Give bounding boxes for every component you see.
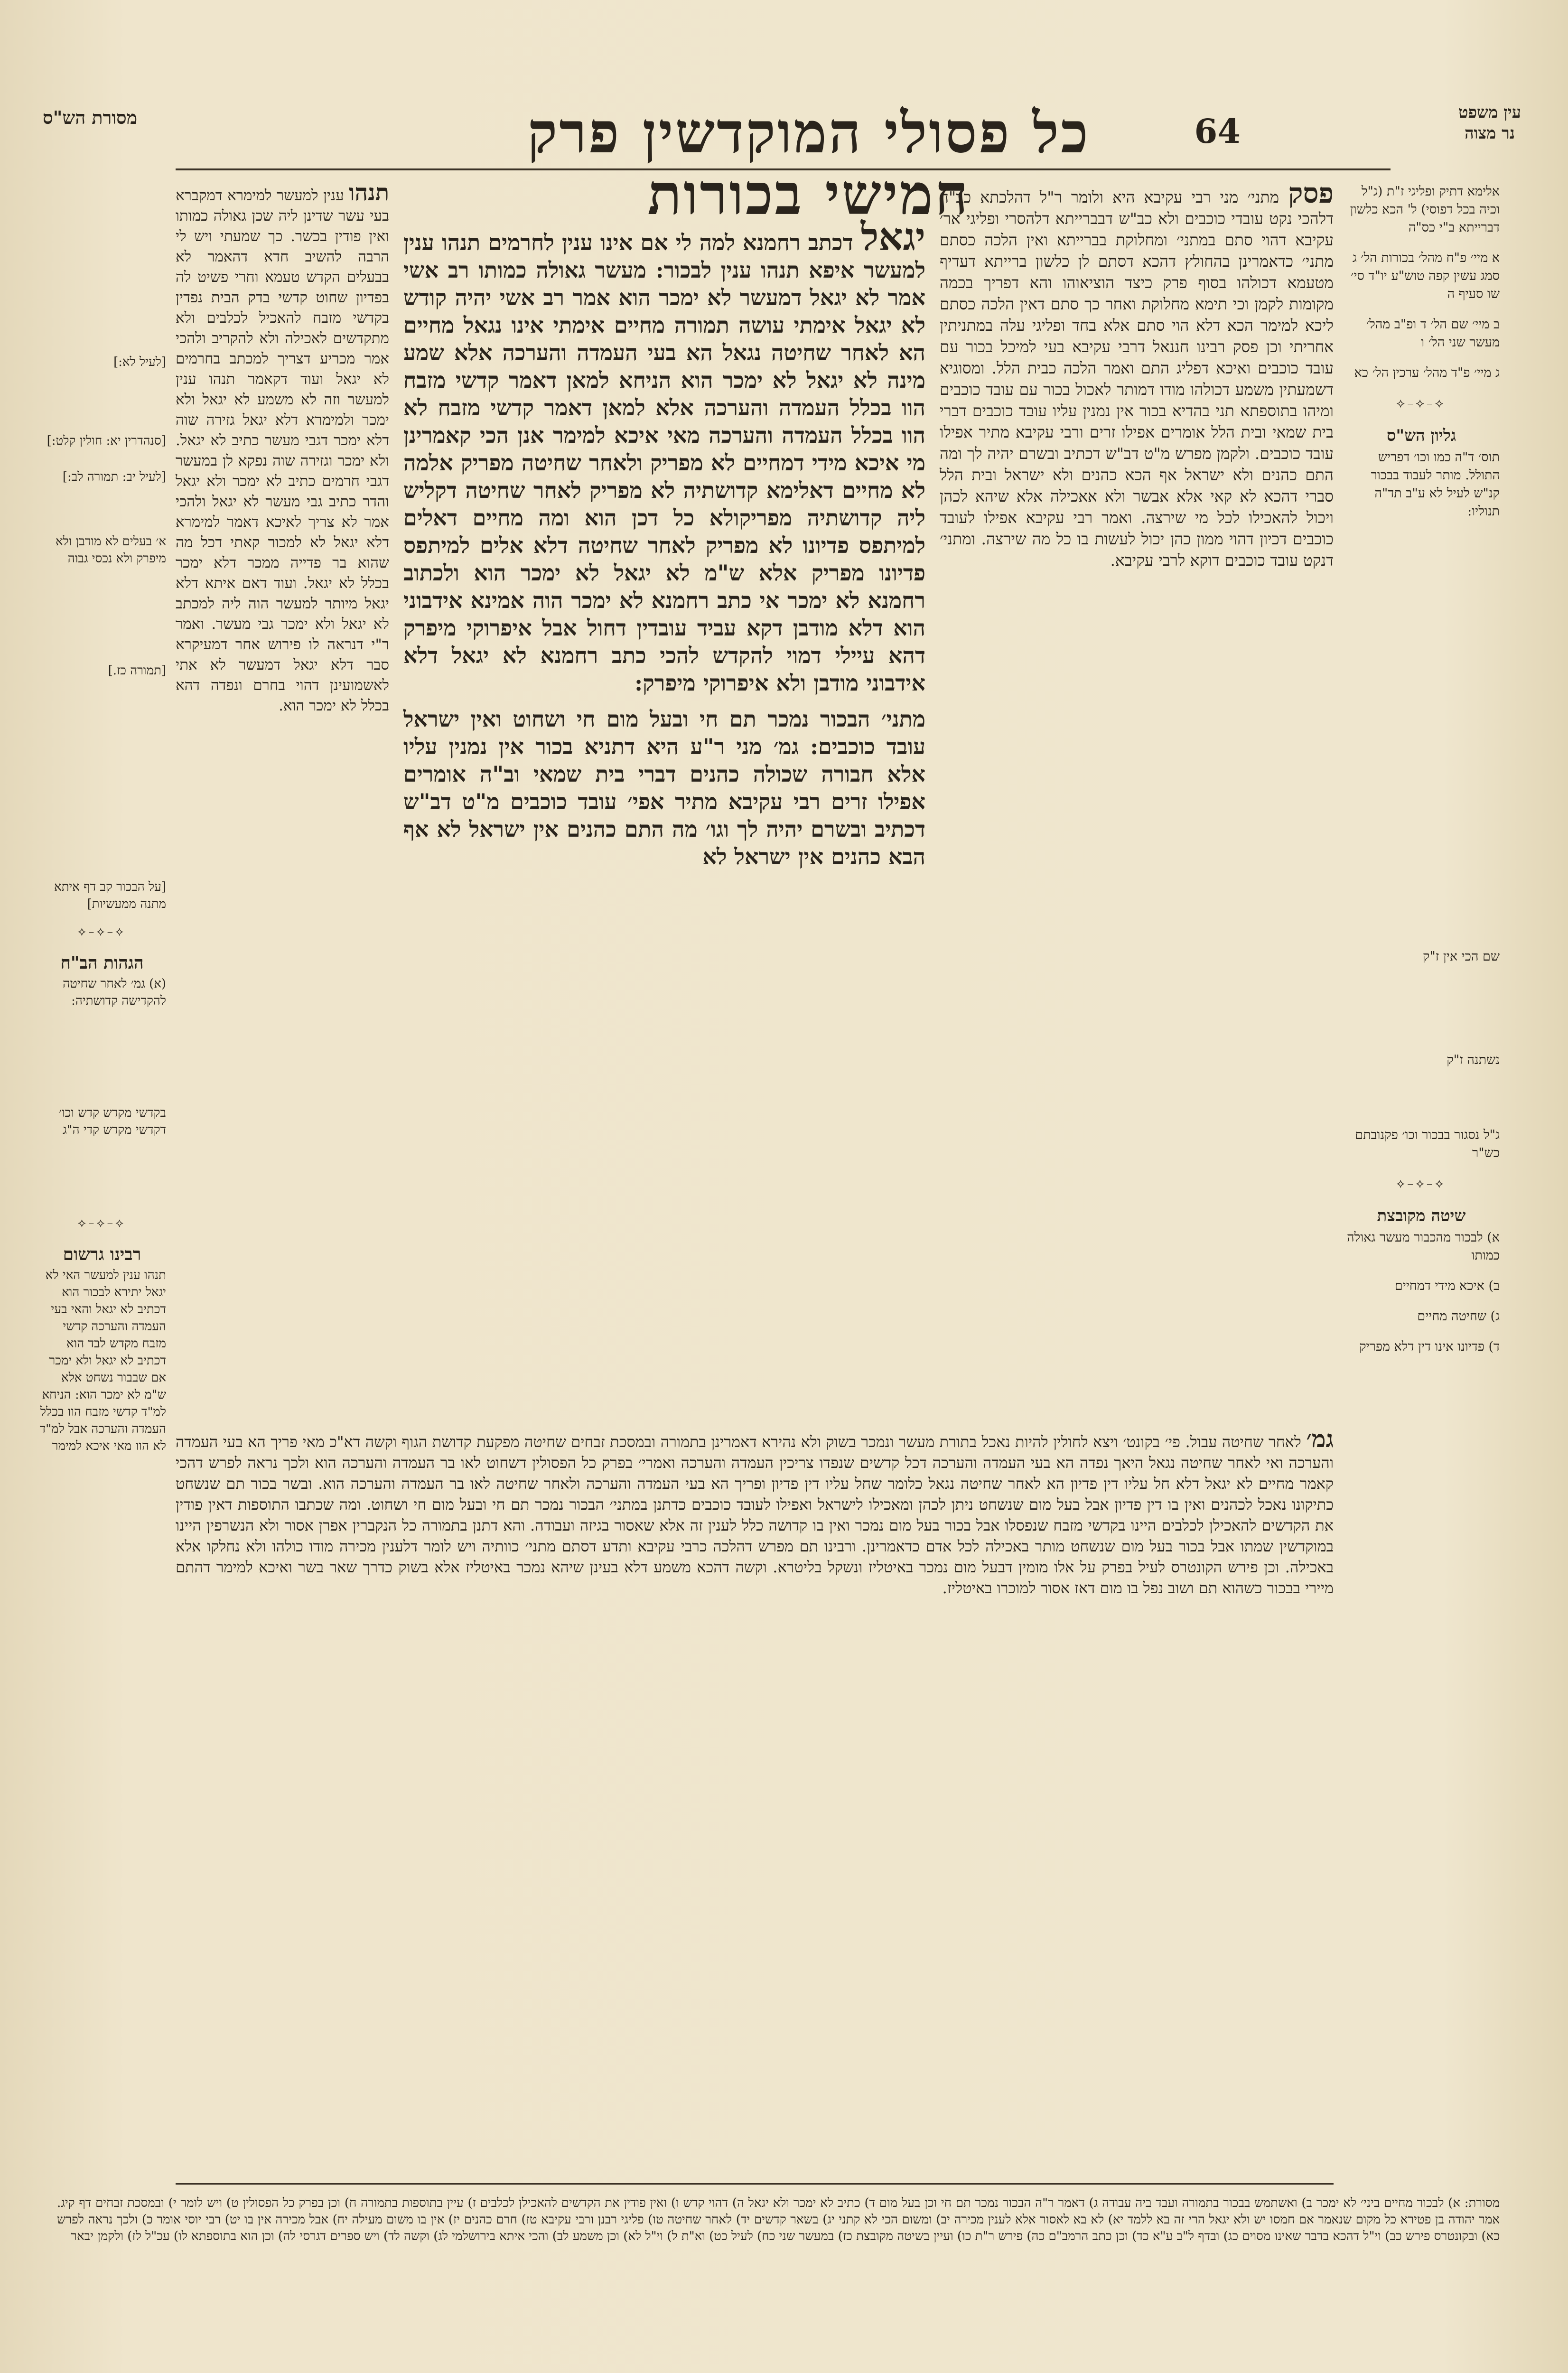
bottom-notes-text: מסורת: א) לבכור מחיים ביני׳ לא ימכר ב) ואשתמש בבכור בתמורה ועבד ביה עבודה ג) דאמר ר"ה הבכור נמכר תם חי וכן בעל מום ד) כתיב לא ימכר ולא יגאל ה) דהוי קדש ו) ואין פודין את הקדשים להאכילן לכלבים ז) עיין בתוספות בתמורה ח) וכן בפרק כל הפסולין ט) ויש לומר י) ובמסכת זבחים דף קיג. אמר יהודה בן פטירא כל מקום שנאמר אם חמסו יש ולא יגאל הרי זה בא ללמד יא) לא בא לאסור אלא לענין מכירה יב) ומשום הכי לא קתני יג) בשאר קדשים יד) לאחר שחיטה טו) פליגי רבנן ורבי עקיבא טז) חרם כהנים יז) אין בו משום מעילה יח) אבל מכירה אין בו יט) רבי יוסי אומר כ) ולכך נראה לפרש כא) ובקונטרס פירש כב) וי"ל דהכא בדבר שאינו מסוים כג) ובדף ל"ב ע"א כד) וכן כתב הרמב"ם כה) פירש ר"ת כו) ועיין בשיטה מקובצת כז) במעשר שני כח) לעיל כט) וא"ת ל) וי"ל לא) וכן משמע לב) והכי איתא בירושלמי לג) וקשה לד) ויש ספרים דגרסי לה) וכן הוא בתוספתא לו) עכ"ל לז) ולקמן יבאר — [57, 2196, 1500, 2243]
hagahot-entry: (א) גמ׳ לאחר שחיטה להקדישה קדושתיה: — [63, 977, 166, 1008]
gilyon-entry: נשתנה ז"ק — [1447, 1053, 1500, 1067]
page-title: כל פסולי המוקדשין פרק חמישי בכורות — [527, 100, 1090, 227]
lower-commentary — [176, 1425, 1334, 1607]
masoret-margin — [38, 183, 166, 1465]
rabbeinu-gershom-heading: רבינו גרשום — [63, 1244, 141, 1264]
hagahot-entry: בקדשי מקדש קדש וכו׳ דקדשי מקדש קדי ה"ג — [58, 1106, 166, 1137]
masoret-entry: [לעיל לא:] — [113, 355, 166, 369]
ornament-divider: ⟡⎯⟡⎯⟡ — [77, 925, 127, 939]
gilyon-heading: גליון הש"ס — [1387, 426, 1456, 445]
lower-first-word: גמ׳ — [1306, 1425, 1334, 1453]
ein-mishpat-label: עין משפט נר מצוה — [1458, 103, 1521, 143]
bottom-rule — [176, 2183, 1334, 2185]
gemara-paragraph: מתני׳ הבכור נמכר תם חי ובעל מום חי ושחוט ואין ישראל עובד כוכבים: גמ׳ מני ר"ע היא דתניא בכור אין נמנין עליו אלא חבורה שכולה כהנים דברי בית שמאי וב"ה אומרים אפילו זרים רבי עקיבא מתיר אפי׳ עובד כוכבים מ"ט דב"ש דכתיב ובשרם יהיה לך וגו׳ מה התם כהנים אין ישראל לא אף הבא כהנים אין ישראל לא — [403, 706, 925, 869]
masoret-entry: [לעיל יב: תמורה לב:] — [62, 470, 166, 484]
gilyon-entry: תוס׳ ד"ה כמו וכו׳ דפריש התולל. מותר לעבוד בבכור קנ"ש לעיל לא ע"ב תד"ה תנוליו: — [1371, 450, 1500, 519]
gilyon-entry: ג"ל נסגור בבכור וכו׳ פקנובתם כש"ר — [1355, 1128, 1500, 1160]
hagahot-heading: הגהות הב"ח — [60, 953, 144, 973]
page-number: 64 — [1194, 112, 1241, 151]
gemara-paragraph: דכתב רחמנא למה לי אם אינו ענין לחרמים תנהו ענין למעשר איפא תנהו ענין לבכור: מעשר גאולה כמותו רב אשי אמר לא יגאל דמעשר לא ימכר הוא אמר רב אשי יהיה קודש לא יגאל אימתי עושה תמורה מחיים אימתי אינו נגאל מחיים הא לאחר שחיטה נגאל הא בעי העמדה והערכה אלא שמע מינה לא יגאל לא ימכר הוא הניחא למאן דאמר קדשי מזבח הוו בכלל העמדה והערכה אלא למאן דאמר קדשי מזבח לא הוו בכלל העמדה והערכה מאי איכא למימר אנן הכי קאמרינן מי איכא מידי דמחיים לא מפריק ולאחר שחיטה מפריק אלמה לא מחיים דאלימא קדושתיה לא מפריק לאחר שחיטה דקליש ליה קדושתיה מפריקולא כל דכן הוא ומה מחיים דאלים למיתפס פדיונו לא מפריק לאחר שחיטה דלא אלים למיתפס פדיונו מפריק אלא ש"מ לא יגאל לא ימכר הוא ולכתוב רחמנא לא ימכר אי כתב רחמנא לא ימכר הוה אמינא אידבוני הוא דלא מודבן דקא עביד עובדין דחול אבל איפרוקי מיפרק דהא עיילי דמוי להקדש להכי כתב רחמנא לא יגאל דלא אידבוני מודבן ולא איפרוקי מיפרק: — [403, 230, 925, 696]
bottom-notes — [57, 2195, 1500, 2245]
ornament-divider: ⟡⎯⟡⎯⟡ — [1396, 1176, 1447, 1191]
masoret-entry: א׳ בעלים לא מודבן ולא מיפרק ולא נכסי גבוה — [55, 534, 166, 566]
gemara-text — [403, 215, 925, 879]
masoret-entry: [תמורה כז.] — [108, 663, 166, 678]
ornament-divider: ⟡⎯⟡⎯⟡ — [1396, 396, 1447, 411]
ornament-divider: ⟡⎯⟡⎯⟡ — [77, 1216, 127, 1230]
gilyon-entry: שם הכי אין ז"ק — [1422, 949, 1500, 964]
ein-mishpat-entry: ב מיי׳ שם הל׳ ד ופ"ב מהל׳ מעשר שני הל׳ ו — [1366, 317, 1500, 350]
shita-entry: ד) פדיונו אינו דין דלא מפריק — [1359, 1339, 1500, 1354]
rashi-commentary — [940, 177, 1334, 579]
rashi-first-word: פסק — [1288, 177, 1334, 209]
gemara-first-word: יגאל — [860, 215, 925, 259]
ein-mishpat-entry: אלימא דתיק ופליגי ז"ת (ג"ל וכיה בכל דפוסי) ל' הכא כלשון דברייתא ב"י כס"ה — [1350, 184, 1500, 235]
shita-entry: ג) שחיטה מחיים — [1417, 1309, 1500, 1324]
tosafot-commentary — [176, 179, 389, 725]
tosafot-first-word: תנהו — [349, 179, 389, 206]
rashi-text: מתני׳ מני רבי עקיבא היא ולומר ר"ל דהלכתא כב"ה דלהכי נקט עובדי כוכבים ולא כב"ש דבברייתא דלהסרי ופליגי אר׳ עקיבא דהוי סתם במתני׳ ומחלוקת בברייתא ואין הלכה כסתם מתני׳ כדאמרינן בהחולץ דהכא דסתם לן כלשון ברייתא דעדיף מטעמא דכולהו בסוף פרק כיצד הוציאוהו והא דפריך בכמה מקומות לקמן וכי תימא מחלוקת ואחר כך סתם דאין הלכה כסתם ליכא למימר הכא דלא הוי סתם אלא בחד ופליגי עלה במתניתין אחריתי וכן פסק רבינו חננאל דרבי עקיבא בעי למיכל בכור עם עובד כוכבים ואיכא דפליג התם ואמר הלכה כבית הלל. ומסוגיא דשמעתין משמע דכולהו מודו דמותר לאכול בכור עם עובד כוכבים ומיהו בתוספתא תני בהדיא בכור אין נמנין עליו עובד כוכבים דברי בית שמאי ובית הלל אומרים אפילו זרים ורבי עקיבא מתיר אפילו עובד כוכבים. ולקמן מפרש מ"ט דב"ש דכתיב ובשרם יהיה לך ומה התם כהנים ולא ישראל אף הכא כהנים ולא ישראל ובית הלל סברי דהכא לא קאי אלא אבשר ולא אאכילה אלא שיהא לכהן ויכול להאכילו לכל מי שירצה. ואמר רבי עקיבא אפילו לעובד כוכבים דכיון דהוי ממון כהן יכול לעשות בו כל מה שירצה. ומתני׳ דנקט עובד כוכבים דוקא לרבי עקיבא. — [940, 188, 1334, 570]
masoret-label: מסורת הש"ס — [43, 107, 138, 128]
shita-entry: ב) איכא מידי דמחיים — [1394, 1279, 1500, 1293]
shita-entry: א) לבכור מהכבור מעשר גאולה כמותו — [1347, 1230, 1500, 1263]
header-rule — [176, 168, 1391, 170]
ein-mishpat-entry: א מיי׳ פ"ח מהל׳ בכורות הל׳ ג סמג עשין קפה טוש"ע יו"ד סי׳ שו סעיף ה — [1351, 251, 1500, 301]
masoret-entry: [על הבכור קב דף איתא מתנה ממעשיות] — [54, 880, 166, 911]
ein-mishpat-margin — [1343, 183, 1500, 1368]
tosafot-text: ענין למעשר למימרא דמקברא בעי עשר שדינן ליה שכן גאולה כמותו ואין פודין בכשר. כך שמעתי ויש לי הרבה להשיב חדא דהאמר לא בבעלים הקדש טעמא וחרי פשיט לה בפדיון שחוט קדשי בדק הבית נפדין בקדשי מזבח להאכיל לכלבים ולא מתקדשים לאכילה ולא להקריב ולהכי אמר מכריע דצריך למכתב בחרמים לא יגאל ועוד דקאמר תנהו ענין למעשר וזה לא משמע לא יגאל ולא ימכר ולמימרא דלא יגאל גזירה שוה דלא ימכר דגבי מעשר כתיב לא יגאל. ולא ימכר וגזירה שוה נפקא לן במעשר דגבי חרמים כתיב לא ימכר ולא יגאל והדר כתיב גבי מעשר לא יגאל ולהכי אמר לא צריך לאיכא דאמר למימרא דלא יגאל לא למכור קאתי דכל מה שהוא בר פדייה ממכר דלא ימכר בכלל לא יגאל. ועוד דאם איתא דלא יגאל מיותר למעשר הוה ליה למכתב לא יגאל ולא ימכר גבי מעשר. ואמר ר"י דנראה לו פירוש אחר דמעיקרא סבר דלא יגאל דמעשר לא אתי לאשמועינן דהוי בחרם ונפדה דהא בכלל לא ימכר הוא. — [176, 187, 389, 714]
masoret-entry: [סנהדרין יא: חולין קלט:] — [47, 434, 166, 448]
rabbeinu-gershom-text: תנהו ענין למעשר האי לא יגאל יתירא לבכור הוא דכתיב לא יגאל והאי בעי העמדה והערכה קדשי מזבח מקדש לבד הוא דכתיב לא יגאל ולא ימכר אם שבבור נשחט אלא ש"מ לא ימכר הוא: הניחא למ"ד קדשי מזבח הוו בכלל העמדה והערכה אבל למ"ד לא הוו מאי איכא למימר — [39, 1268, 166, 1453]
lower-commentary-text: לאחר שחיטה עבול. פי׳ בקונט׳ ויצא לחולין להיות נאכל בתורת מעשר ונמכר בשוק ולא נהירא דאמרינן בתמורה ובמסכת זבחים שחיטה מפקעת קדושת הגוף וקשה דא"כ מאי פריך הא בעי העמדה והערכה ואי לאחר שחיטה נגאל היאך נפדה הא בעי העמדה והערכה דכל קדשים שנפדו צריכין העמדה והערכה ואמרי׳ בפרק כל הפסולין דשחוט לאו בר העמדה והערכה הוא ולכך נראה לפרש דהכי קאמר מחיים לא יגאל דלא חל עליו דין פדיון הא לאחר שחיטה נגאל כלומר שחל עליו דין פדיון ופריך הא בעי העמדה והערכה ולאחר שחיטה לאו בר העמדה והערכה הוא. ובשר בכור תם שנשחט כתיקונו נאכל לכהנים ואין בו דין פדיון אבל בעל מום שנשחט ניתן לכהן ומאכילו לישראל ואפילו לעובד כוכבים כדתנן במתני׳ הבכור נמכר תם חי ובעל מום חי ושחוט. ומה שכתבו התוספות דאין פודין את הקדשים להאכילן לכלבים היינו בקדשי מזבח שנפסלו אבל בכור בעל מום נמכר ואין בו קדושה כלל לענין זה אלא שאסור בגיזה ועבודה. והא דתנן בתמורה כל הנקברין אפרן אסור ולא הנשרפין היינו במוקדשין שמתו אבל בכור בעל מום שנשחט מותר באכילה לכל אדם כדאמרינן. ורבינו תם מפרש דהלכה כרבי עקיבא ותדע דסתם מתני׳ כוותיה ויש לומר דלענין מכירה מודו כולהו ולא נחלקו אלא באכילה. וכן פירש הקונטרס לעיל בפרק על אלו מומין דבעל מום נמכר באיטליז ונשקל בליטרא. וקשה דהכא משמע דלא בעינן שיהא נמכר באיטליז אלא בשוק כדרך שאר בשר ואיכא למימר דהתם מיירי בבכור כשהוא תם ושוב נפל בו מום דאז אסור למוכרו באיטליז. — [176, 1433, 1334, 1597]
shita-heading: שיטה מקובצת — [1377, 1206, 1466, 1225]
ein-mishpat-entry: ג מיי׳ פ"ד מהל׳ ערכין הל׳ כא — [1354, 365, 1500, 380]
